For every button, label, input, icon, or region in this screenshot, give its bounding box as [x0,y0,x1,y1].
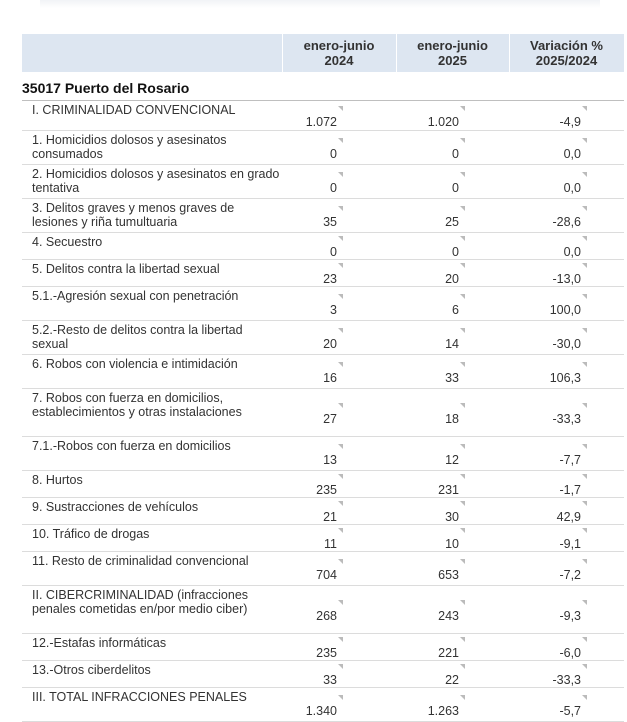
value-2025-cell [396,199,509,233]
corner-marker-icon [338,528,343,533]
corner-marker-icon [460,444,465,449]
corner-marker-icon [582,236,587,241]
corner-marker-icon [582,106,587,111]
table-row [22,586,624,634]
corner-marker-icon [582,206,587,211]
row-label: 11. Resto de criminalidad convencional [22,552,282,586]
corner-marker-icon [582,138,587,143]
row-label: 7. Robos con fuerza en domicilios, establecimientos y otras instalaciones [22,389,282,437]
value-2024: 0 [330,180,337,195]
value-2025: 20 [445,272,459,286]
value-2025-cell [396,661,509,688]
corner-marker-icon [582,474,587,479]
variation-value: -28,6 [552,214,581,229]
corner-marker-icon [338,263,343,268]
value-2025: 0 [452,146,459,161]
value-2024-cell [282,233,396,260]
corner-marker-icon [338,236,343,241]
variation-value: -33,3 [552,673,581,687]
value-2025-cell [396,634,509,661]
table-row [22,131,624,165]
value-2024-cell [282,165,396,199]
value-2025: 25 [445,214,459,229]
corner-marker-icon [582,263,587,268]
corner-marker-icon [460,695,465,700]
table-row [22,355,624,389]
row-label: II. CIBERCRIMINALIDAD (infracciones penales cometidas en/por medio ciber) [22,586,282,634]
variation-value-cell [509,552,624,586]
header-2024-line1: enero-junio [303,38,375,53]
header-blank [22,34,282,72]
value-2025-cell [396,586,509,634]
value-2025-cell [396,287,509,321]
corner-marker-icon [582,501,587,506]
header-2025 [396,34,509,72]
crime-statistics-table [22,34,625,722]
value-2025-cell [396,688,509,722]
value-2024-cell [282,389,396,437]
value-2024: 235 [316,646,337,660]
value-2025-cell [396,498,509,525]
row-label: 4. Secuestro [22,233,282,260]
corner-marker-icon [582,403,587,408]
value-2024-cell [282,586,396,634]
corner-marker-icon [460,559,465,564]
variation-value-cell [509,471,624,498]
variation-value-cell [509,634,624,661]
table-row [22,498,624,525]
corner-marker-icon [460,501,465,506]
value-2024: 16 [323,370,337,385]
value-2024: 27 [323,411,337,426]
value-2024-cell [282,355,396,389]
corner-marker-icon [582,695,587,700]
header-variation-line2: 2025/2024 [535,53,598,68]
corner-marker-icon [338,695,343,700]
table-row [22,552,624,586]
value-2024-cell [282,321,396,355]
corner-marker-icon [582,528,587,533]
corner-marker-icon [582,172,587,177]
value-2025: 18 [445,411,459,426]
corner-marker-icon [338,206,343,211]
value-2025: 1.263 [427,703,459,718]
variation-value-cell [509,355,624,389]
table-row [22,389,624,437]
corner-marker-icon [338,600,343,605]
table-row [22,525,624,552]
variation-value: -7,2 [559,567,581,582]
value-2025-cell [396,260,509,287]
row-label: I. CRIMINALIDAD CONVENCIONAL [22,101,282,131]
value-2025-cell [396,355,509,389]
variation-value: -1,7 [559,483,581,497]
header-variation-line1: Variación % [530,38,603,53]
variation-value-cell [509,586,624,634]
table-row [22,260,624,287]
variation-value: 0,0 [563,245,581,259]
value-2025: 22 [445,673,459,687]
value-2025-cell [396,165,509,199]
variation-value-cell [509,101,624,131]
variation-value: -30,0 [552,336,581,351]
row-label: 12.-Estafas informáticas [22,634,282,661]
value-2024: 0 [330,146,337,161]
row-label: 10. Tráfico de drogas [22,525,282,552]
value-2024-cell [282,131,396,165]
variation-value: -13,0 [552,272,581,286]
corner-marker-icon [460,328,465,333]
value-2025: 30 [445,510,459,524]
corner-marker-icon [338,138,343,143]
row-label: 5. Delitos contra la libertad sexual [22,260,282,287]
row-label: 9. Sustracciones de vehículos [22,498,282,525]
value-2024-cell [282,101,396,131]
row-label: 6. Robos con violencia e intimidación [22,355,282,389]
variation-value-cell [509,287,624,321]
value-2025-cell [396,471,509,498]
table-row [22,634,624,661]
corner-marker-icon [582,600,587,605]
value-2025-cell [396,131,509,165]
corner-marker-icon [582,328,587,333]
corner-marker-icon [338,362,343,367]
value-2024-cell [282,199,396,233]
row-label: 3. Delitos graves y menos graves de lesiones y riña tumultuaria [22,199,282,233]
value-2024: 3 [330,302,337,317]
variation-value: -5,7 [559,703,581,718]
corner-marker-icon [338,403,343,408]
corner-marker-icon [338,328,343,333]
variation-value-cell [509,165,624,199]
corner-marker-icon [338,637,343,642]
value-2024: 1.072 [305,114,337,129]
corner-marker-icon [338,474,343,479]
value-2024-cell [282,471,396,498]
value-2025: 33 [445,370,459,385]
value-2024-cell [282,498,396,525]
value-2024: 0 [330,245,337,259]
header-2025-line2: 2025 [438,53,467,68]
row-label: III. TOTAL INFRACCIONES PENALES [22,688,282,722]
value-2025: 221 [438,646,459,660]
value-2024: 33 [323,673,337,687]
variation-value-cell [509,661,624,688]
variation-value: 106,3 [549,370,581,385]
variation-value-cell [509,199,624,233]
value-2024-cell [282,661,396,688]
variation-value-cell [509,525,624,552]
variation-value: -4,9 [559,114,581,129]
table-row [22,661,624,688]
value-2024: 268 [316,608,337,623]
value-2024: 21 [323,510,337,524]
value-2024: 235 [316,483,337,497]
variation-value: -9,3 [559,608,581,623]
corner-marker-icon [338,501,343,506]
variation-value-cell [509,688,624,722]
corner-marker-icon [460,206,465,211]
value-2025-cell [396,437,509,471]
row-label: 7.1.-Robos con fuerza en domicilios [22,437,282,471]
value-2024-cell [282,552,396,586]
value-2025: 1.020 [427,114,459,129]
value-2024-cell [282,634,396,661]
header-2024 [282,34,396,72]
table-row [22,165,624,199]
value-2024: 20 [323,336,337,351]
variation-value: -9,1 [559,537,581,551]
value-2024: 13 [323,452,337,467]
variation-value: 42,9 [556,510,581,524]
table-header [22,34,624,72]
corner-marker-icon [460,263,465,268]
value-2024-cell [282,525,396,552]
value-2025: 243 [438,608,459,623]
corner-marker-icon [338,294,343,299]
corner-marker-icon [582,637,587,642]
row-label: 5.2.-Resto de delitos contra la libertad sexual [22,321,282,355]
corner-marker-icon [460,236,465,241]
value-2025: 14 [445,336,459,351]
row-label: 8. Hurtos [22,471,282,498]
corner-marker-icon [582,294,587,299]
value-2025: 231 [438,483,459,497]
variation-value: 0,0 [563,146,581,161]
value-2024: 35 [323,214,337,229]
corner-marker-icon [338,444,343,449]
corner-marker-icon [460,637,465,642]
value-2024-cell [282,688,396,722]
header-2024-line2: 2024 [324,53,354,68]
value-2024: 1.340 [305,703,337,718]
variation-value-cell [509,437,624,471]
corner-marker-icon [460,664,465,669]
value-2025: 0 [452,180,459,195]
corner-marker-icon [338,106,343,111]
variation-value: -6,0 [559,646,581,660]
variation-value-cell [509,131,624,165]
corner-marker-icon [582,362,587,367]
header-variation [509,34,624,72]
variation-value: 100,0 [549,302,581,317]
corner-marker-icon [460,294,465,299]
value-2025: 10 [445,537,459,551]
value-2024-cell [282,287,396,321]
corner-marker-icon [338,172,343,177]
value-2024: 23 [323,272,337,286]
table-row [22,688,624,722]
corner-marker-icon [460,600,465,605]
variation-value-cell [509,321,624,355]
value-2025-cell [396,552,509,586]
variation-value: -33,3 [552,411,581,426]
header-2025-line1: enero-junio [417,38,488,53]
value-2025: 12 [445,452,459,467]
table-row [22,471,624,498]
row-label: 1. Homicidios dolosos y asesinatos consumados [22,131,282,165]
value-2024: 11 [324,537,337,551]
variation-value-cell [509,498,624,525]
corner-marker-icon [338,664,343,669]
table-row [22,437,624,471]
corner-marker-icon [582,559,587,564]
variation-value: 0,0 [563,180,581,195]
variation-value-cell [509,233,624,260]
corner-marker-icon [460,362,465,367]
top-shadow [40,0,600,8]
value-2024: 704 [316,567,337,582]
row-label: 2. Homicidios dolosos y asesinatos en grado tentativa [22,165,282,199]
variation-value-cell [509,389,624,437]
value-2025: 0 [452,245,459,259]
value-2025: 6 [452,302,459,317]
variation-value-cell [509,260,624,287]
value-2025: 653 [438,567,459,582]
table-row [22,321,624,355]
corner-marker-icon [460,474,465,479]
corner-marker-icon [460,528,465,533]
section-title: 35017 Puerto del Rosario [22,72,624,101]
value-2024-cell [282,260,396,287]
value-2024-cell [282,437,396,471]
value-2025-cell [396,233,509,260]
value-2025-cell [396,101,509,131]
table-row [22,101,624,131]
corner-marker-icon [460,106,465,111]
row-label: 13.-Otros ciberdelitos [22,661,282,688]
corner-marker-icon [582,664,587,669]
table-row [22,233,624,260]
value-2025-cell [396,389,509,437]
corner-marker-icon [460,403,465,408]
corner-marker-icon [460,172,465,177]
variation-value: -7,7 [559,452,581,467]
table-row [22,287,624,321]
corner-marker-icon [582,444,587,449]
value-2025-cell [396,321,509,355]
corner-marker-icon [338,559,343,564]
corner-marker-icon [460,138,465,143]
table-body [22,72,624,722]
table-row [22,199,624,233]
row-label: 5.1.-Agresión sexual con penetración [22,287,282,321]
value-2025-cell [396,525,509,552]
